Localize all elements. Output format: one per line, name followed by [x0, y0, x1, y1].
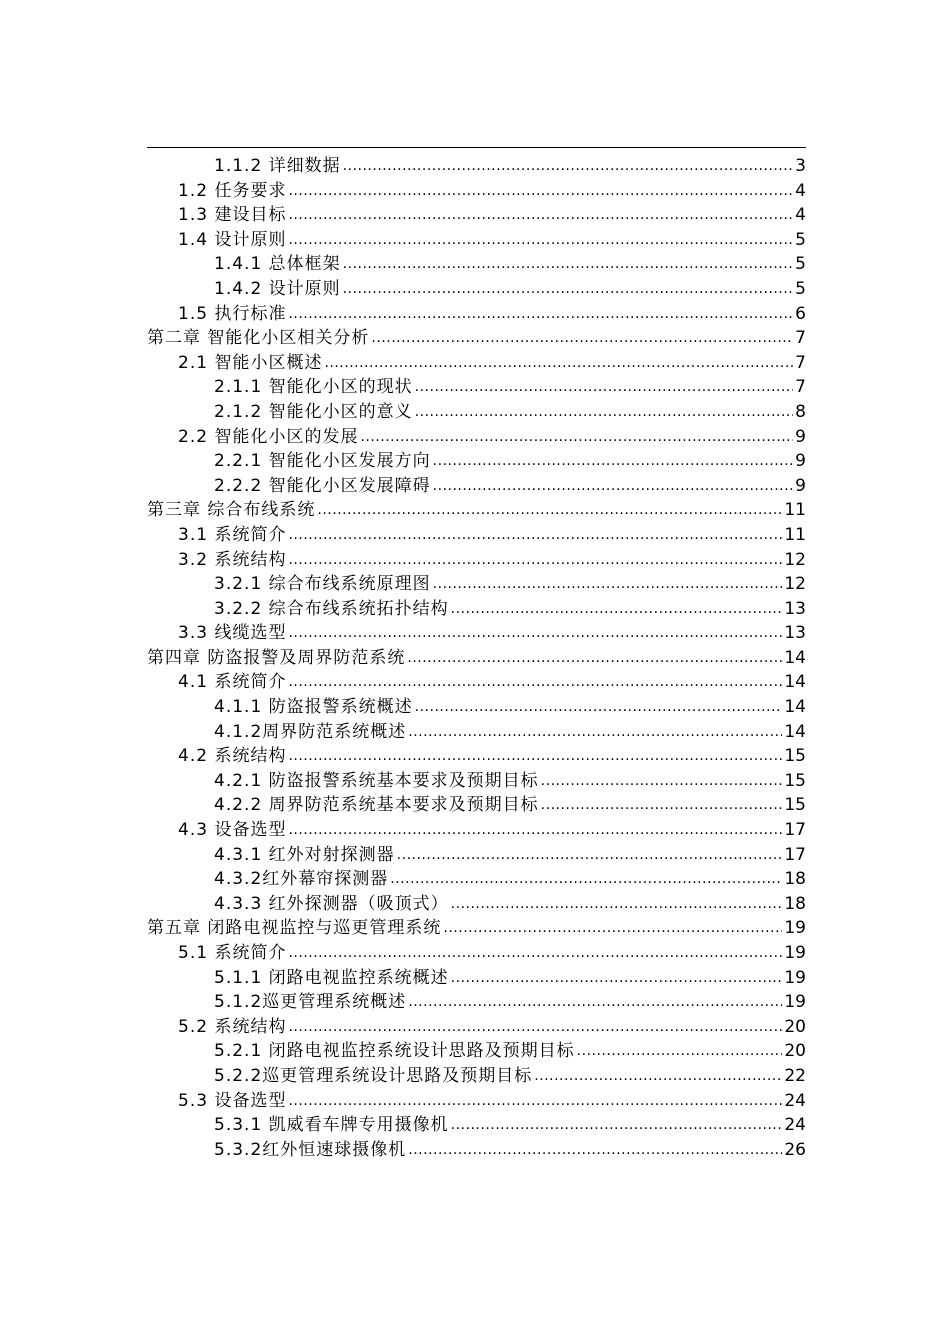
toc-entry[interactable] — [147, 425, 806, 450]
toc-leader-dots — [408, 990, 782, 1015]
toc-entry-title: 3.2 系统结构 — [178, 549, 287, 570]
toc-entry-page: 17 — [784, 844, 806, 865]
toc-entry-title: 第三章 综合布线系统 — [147, 500, 316, 521]
toc-entry-page: 12 — [784, 549, 806, 570]
toc-entry-page: 14 — [784, 672, 806, 693]
toc-entry-page: 15 — [784, 770, 806, 791]
toc-entry-page: 4 — [795, 205, 806, 226]
toc-leader-dots — [415, 695, 783, 720]
toc-leader-dots — [415, 375, 794, 400]
toc-leader-dots — [288, 523, 782, 548]
toc-leader-dots — [360, 425, 793, 450]
toc-entry-title: 5.1 系统简介 — [178, 943, 287, 963]
toc-entry-title: 4.3 设备选型 — [178, 820, 287, 841]
toc-entry[interactable] — [147, 474, 806, 499]
toc-entry-page: 13 — [784, 623, 806, 644]
toc-entry[interactable] — [147, 179, 806, 204]
toc-entry[interactable] — [147, 818, 806, 843]
toc-leader-dots — [324, 351, 793, 376]
toc-leader-dots — [288, 818, 782, 843]
toc-leader-dots — [371, 326, 793, 351]
toc-leader-dots — [451, 966, 783, 991]
toc-entry-page: 14 — [784, 647, 806, 668]
toc-entry[interactable] — [147, 744, 806, 769]
toc-entry[interactable] — [147, 449, 806, 474]
toc-leader-dots — [288, 1015, 782, 1040]
header-rule — [147, 147, 806, 148]
toc-entry-page: 7 — [795, 377, 806, 398]
toc-entry[interactable] — [147, 498, 806, 523]
toc-entry-page: 5 — [795, 278, 806, 299]
toc-leader-dots — [451, 1113, 783, 1138]
toc-entry[interactable] — [147, 720, 806, 745]
toc-entry-page: 7 — [795, 328, 806, 349]
toc-entry[interactable] — [147, 252, 806, 277]
toc-entry[interactable] — [147, 572, 806, 597]
toc-leader-dots — [390, 867, 782, 892]
toc-entry-page: 24 — [784, 1090, 806, 1111]
toc-entry-title: 1.4.2 设计原则 — [214, 278, 341, 299]
toc-entry-page: 15 — [784, 795, 806, 816]
toc-entry-title: 5.3 设备选型 — [178, 1090, 287, 1111]
toc-entry-page: 17 — [784, 820, 806, 841]
toc-entry-title: 2.2.2 智能化小区发展障碍 — [214, 475, 431, 496]
toc-entry-page: 7 — [795, 352, 806, 373]
toc-entry-title: 5.2.1 闭路电视监控系统设计思路及预期目标 — [214, 1041, 575, 1062]
toc-leader-dots — [288, 941, 782, 966]
toc-entry[interactable] — [147, 400, 806, 425]
toc-leader-dots — [541, 769, 783, 794]
toc-leader-dots — [288, 744, 782, 769]
toc-leader-dots — [397, 843, 783, 868]
toc-leader-dots — [408, 720, 782, 745]
toc-entry-title: 1.4 设计原则 — [178, 229, 287, 250]
toc-leader-dots — [577, 1039, 783, 1064]
toc-entry-title: 5.3.2红外恒速球摄像机 — [214, 1139, 407, 1160]
toc-entry[interactable] — [147, 203, 806, 228]
toc-entry-title: 4.1.2周界防范系统概述 — [214, 721, 407, 742]
toc-leader-dots — [541, 793, 783, 818]
toc-leader-dots — [343, 252, 794, 277]
toc-entry-title: 1.1.2 详细数据 — [214, 156, 341, 176]
toc-leader-dots — [288, 621, 782, 646]
toc-entry-page: 9 — [795, 475, 806, 496]
toc-leader-dots — [343, 154, 794, 179]
toc-entry-title: 第五章 闭路电视监控与巡更管理系统 — [147, 918, 442, 939]
toc-entry-title: 4.1 系统简介 — [178, 672, 287, 693]
toc-leader-dots — [443, 916, 782, 941]
toc-entry-page: 19 — [784, 918, 806, 939]
toc-leader-dots — [433, 572, 783, 597]
toc-entry[interactable] — [147, 154, 806, 179]
toc-leader-dots — [407, 646, 782, 671]
toc-entry-page: 13 — [784, 598, 806, 619]
toc-entry-title: 3.3 线缆选型 — [178, 623, 287, 644]
toc-entry[interactable] — [147, 597, 806, 622]
toc-entry-page: 19 — [784, 967, 806, 988]
toc-entry-page: 24 — [784, 1115, 806, 1136]
toc-entry-title: 2.1.1 智能化小区的现状 — [214, 377, 413, 398]
toc-leader-dots — [415, 400, 794, 425]
toc-entry[interactable] — [147, 351, 806, 376]
toc-entry[interactable] — [147, 375, 806, 400]
toc-leader-dots — [288, 670, 782, 695]
toc-entry-title: 4.1.1 防盗报警系统概述 — [214, 697, 413, 718]
toc-entry[interactable] — [147, 326, 806, 351]
toc-entry[interactable] — [147, 621, 806, 646]
table-of-contents — [147, 154, 806, 1162]
toc-entry[interactable] — [147, 1138, 806, 1163]
toc-entry[interactable] — [147, 916, 806, 941]
toc-entry-title: 3.2.2 综合布线系统拓扑结构 — [214, 598, 449, 619]
toc-entry-title: 2.1 智能小区概述 — [178, 352, 323, 373]
toc-leader-dots — [317, 498, 782, 523]
toc-leader-dots — [343, 277, 794, 302]
toc-entry[interactable] — [147, 302, 806, 327]
toc-entry[interactable] — [147, 646, 806, 671]
toc-entry-page: 5 — [795, 254, 806, 275]
toc-leader-dots — [288, 228, 793, 253]
toc-entry-page: 18 — [784, 869, 806, 890]
toc-entry-title: 1.3 建设目标 — [178, 205, 287, 226]
toc-entry-page: 9 — [795, 426, 806, 447]
toc-leader-dots — [288, 203, 793, 228]
toc-entry[interactable] — [147, 1113, 806, 1138]
toc-entry[interactable] — [147, 793, 806, 818]
toc-entry-page: 19 — [784, 943, 806, 963]
toc-entry[interactable] — [147, 1039, 806, 1064]
toc-entry-title: 第二章 智能化小区相关分析 — [147, 328, 370, 349]
toc-entry[interactable] — [147, 695, 806, 720]
toc-leader-dots — [433, 449, 794, 474]
toc-entry-page: 14 — [784, 697, 806, 718]
toc-entry-title: 3.1 系统简介 — [178, 524, 287, 545]
toc-entry-page: 8 — [795, 401, 806, 422]
toc-leader-dots — [408, 1138, 782, 1163]
toc-entry[interactable] — [147, 228, 806, 253]
toc-leader-dots — [288, 179, 793, 204]
toc-entry[interactable] — [147, 867, 806, 892]
toc-entry-title: 4.3.1 红外对射探测器 — [214, 844, 395, 865]
toc-entry-title: 4.2.2 周界防范系统基本要求及预期目标 — [214, 795, 539, 816]
toc-entry[interactable] — [147, 966, 806, 991]
toc-entry-page: 6 — [795, 303, 806, 324]
toc-entry-page: 11 — [784, 524, 806, 545]
toc-entry[interactable] — [147, 1089, 806, 1114]
toc-entry-page: 14 — [784, 721, 806, 742]
toc-entry-page: 15 — [784, 746, 806, 767]
toc-entry-page: 19 — [784, 992, 806, 1013]
toc-entry-title: 5.1.2巡更管理系统概述 — [214, 992, 407, 1013]
toc-entry[interactable] — [147, 1015, 806, 1040]
toc-entry-title: 4.2 系统结构 — [178, 746, 287, 767]
toc-entry-title: 5.1.1 闭路电视监控系统概述 — [214, 967, 449, 988]
toc-entry-page: 22 — [784, 1065, 806, 1086]
toc-entry-page: 20 — [784, 1041, 806, 1062]
toc-entry[interactable] — [147, 941, 806, 966]
toc-entry[interactable] — [147, 670, 806, 695]
toc-entry-title: 2.1.2 智能化小区的意义 — [214, 401, 413, 422]
toc-entry-title: 1.5 执行标准 — [178, 303, 287, 324]
toc-entry-page: 9 — [795, 451, 806, 472]
toc-entry[interactable] — [147, 1064, 806, 1089]
toc-entry-title: 1.2 任务要求 — [178, 180, 287, 201]
toc-entry[interactable] — [147, 769, 806, 794]
toc-entry-page: 18 — [784, 893, 806, 914]
toc-leader-dots — [451, 892, 783, 917]
toc-entry-title: 4.3.3 红外探测器（吸顶式） — [214, 893, 449, 914]
toc-entry-page: 12 — [784, 574, 806, 595]
toc-entry-title: 2.2.1 智能化小区发展方向 — [214, 451, 431, 472]
toc-entry-title: 5.2.2巡更管理系统设计思路及预期目标 — [214, 1065, 533, 1086]
toc-entry-title: 5.2 系统结构 — [178, 1016, 287, 1037]
toc-entry[interactable] — [147, 892, 806, 917]
toc-entry[interactable] — [147, 843, 806, 868]
toc-entry[interactable] — [147, 548, 806, 573]
toc-entry-page: 26 — [784, 1139, 806, 1160]
toc-entry-page: 11 — [784, 500, 806, 521]
toc-entry-title: 3.2.1 综合布线系统原理图 — [214, 574, 431, 595]
toc-entry-title: 4.3.2红外幕帘探测器 — [214, 869, 389, 890]
toc-entry-page: 3 — [795, 156, 806, 176]
toc-leader-dots — [451, 597, 783, 622]
toc-entry-page: 4 — [795, 180, 806, 201]
toc-entry[interactable] — [147, 990, 806, 1015]
toc-leader-dots — [433, 474, 794, 499]
toc-entry[interactable] — [147, 277, 806, 302]
toc-leader-dots — [288, 1089, 782, 1114]
toc-leader-dots — [288, 302, 793, 327]
toc-entry-title: 4.2.1 防盗报警系统基本要求及预期目标 — [214, 770, 539, 791]
toc-leader-dots — [534, 1064, 782, 1089]
toc-entry-title: 1.4.1 总体框架 — [214, 254, 341, 275]
toc-entry-title: 2.2 智能化小区的发展 — [178, 426, 359, 447]
toc-entry-title: 5.3.1 凯威看车牌专用摄像机 — [214, 1115, 449, 1136]
toc-entry[interactable] — [147, 523, 806, 548]
toc-entry-title: 第四章 防盗报警及周界防范系统 — [147, 647, 406, 668]
toc-entry-page: 5 — [795, 229, 806, 250]
toc-entry-page: 20 — [784, 1016, 806, 1037]
toc-leader-dots — [288, 548, 782, 573]
